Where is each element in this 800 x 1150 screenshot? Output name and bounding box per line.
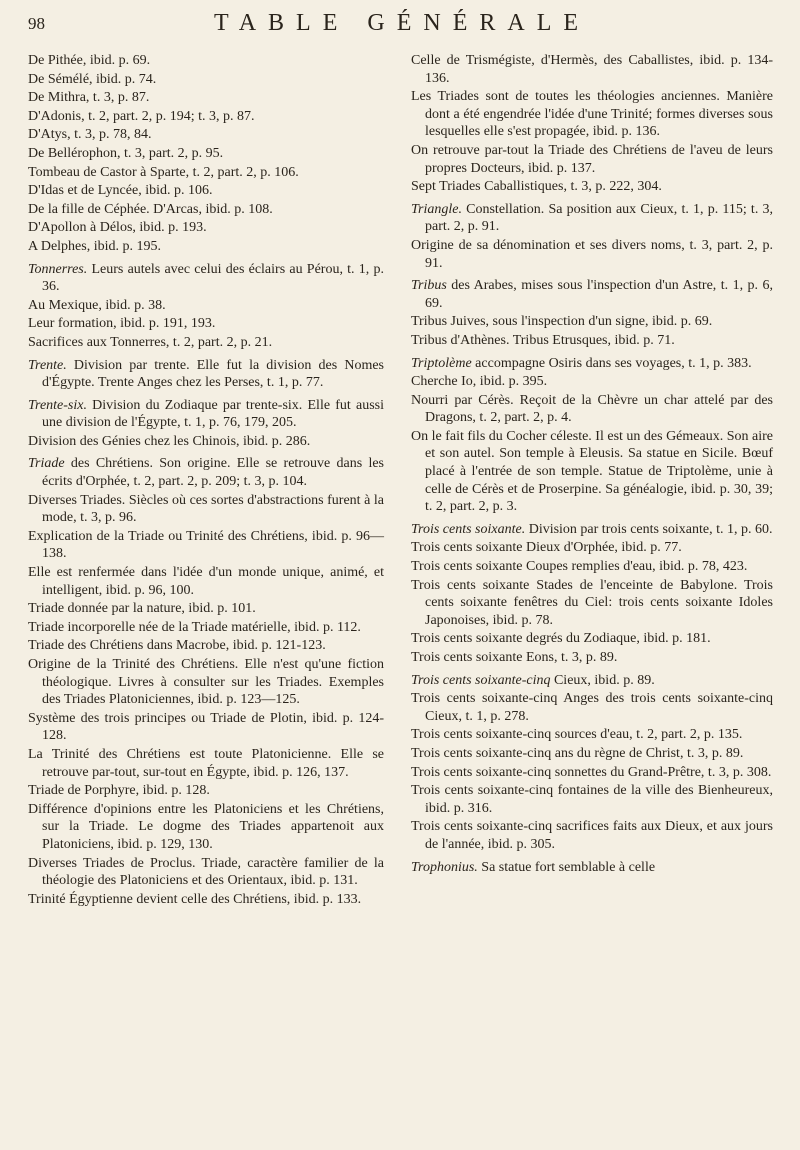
entry-text: A Delphes, ibid. p. 195.	[28, 238, 161, 254]
entry-text: Triade incorporelle née de la Triade matérielle, ibid. p. 112.	[28, 619, 361, 635]
entry-text: D'Apollon à Délos, ibid. p. 193.	[28, 220, 207, 236]
index-entry	[411, 577, 773, 630]
entry-text: Triade donnée par la nature, ibid. p. 101.	[28, 601, 256, 617]
entry-headword: Trente.	[28, 357, 67, 373]
index-entry	[28, 492, 384, 527]
index-entry	[28, 564, 384, 599]
index-entry	[411, 630, 773, 648]
index-entry	[28, 315, 384, 333]
index-entry	[28, 600, 384, 618]
entry-text: Les Triades sont de toutes les théologies anciennes. Manière dont a été engendrée l'idée d'une Trinité; formes diverses sous lesquelles elle s'est propagée, ibid. p. 136.	[411, 89, 773, 140]
index-entry	[411, 539, 773, 557]
entry-headword: Trois cents soixante-cinq	[411, 672, 551, 688]
index-entry	[411, 88, 773, 141]
entry-text: Origine de sa dénomination et ses divers noms, t. 3, part. 2, p. 91.	[411, 237, 773, 271]
entry-text: La Trinité des Chrétiens est toute Platonicienne. Elle se retrouve par-tout, sur-tout en Égypte, ibid. p. 126, 137.	[28, 746, 384, 780]
index-entry	[411, 392, 773, 427]
entry-text: Constellation. Sa position aux Cieux, t. 1, p. 115; t. 3, part. 2, p. 91.	[425, 201, 773, 235]
index-entry	[28, 52, 384, 70]
entry-text: Division par trois cents soixante, t. 1, p. 60.	[525, 521, 773, 537]
entry-text: Division des Génies chez les Chinois, ibid. p. 286.	[28, 433, 311, 449]
index-entry	[28, 89, 384, 107]
index-entry	[28, 164, 384, 182]
entry-headword: Trois cents soixante.	[411, 521, 526, 537]
entry-text: des Arabes, mises sous l'inspection d'un Astre, t. 1, p. 6, 69.	[425, 278, 773, 311]
index-entry	[28, 397, 384, 432]
entry-headword: Trente-six.	[28, 397, 87, 413]
entry-text: De la fille de Céphée. D'Arcas, ibid. p. 108.	[28, 201, 273, 217]
entry-text: Triade des Chrétiens dans Macrobe, ibid. p. 121-123.	[28, 638, 326, 654]
index-entry	[28, 855, 384, 890]
entry-headword: Trophonius.	[411, 859, 478, 875]
entry-text: Leurs autels avec celui des éclairs au Pérou, t. 1, p. 36.	[42, 261, 384, 295]
index-entry	[411, 672, 773, 690]
entry-text: Division par trente. Elle fut la division des Nomes d'Égypte. Trente Anges chez les Perses, t. 1, p. 77.	[42, 357, 384, 391]
entry-text: Trois cents soixante Coupes remplies d'eau, ibid. p. 78, 423.	[411, 559, 748, 575]
index-entry	[411, 690, 773, 725]
entry-text: Cherche Io, ibid. p. 395.	[411, 374, 548, 390]
index-entry	[411, 558, 773, 576]
index-entry	[411, 52, 773, 87]
index-entry	[28, 126, 384, 144]
running-title: TABLE GÉNÉRALE	[213, 10, 591, 36]
entry-text: Trois cents soixante Dieux d'Orphée, ibid. p. 77.	[411, 540, 682, 556]
index-entry	[411, 764, 773, 782]
entry-text: des Chrétiens. Son origine. Elle se retrouve dans les écrits d'Orphée, t. 2, part. 2, p. 209; t. 3, p. 104.	[42, 456, 384, 490]
entry-text: Sept Triades Caballistiques, t. 3, p. 222, 304.	[411, 179, 662, 195]
index-entry	[411, 142, 773, 177]
index-entry	[28, 619, 384, 637]
entry-headword: Tonnerres.	[28, 261, 88, 277]
entry-text: Système des trois principes ou Triade de Plotin, ibid. p. 124-128.	[28, 710, 384, 744]
entry-text: D'Idas et de Lyncée, ibid. p. 106.	[28, 183, 213, 199]
entry-text: Trois cents soixante-cinq sonnettes du Grand-Prêtre, t. 3, p. 308.	[411, 764, 772, 780]
index-entry	[411, 332, 773, 350]
entry-text: Division du Zodiaque par trente-six. Elle fut aussi une division de l'Égypte, t. 1, p. 76, 179, 205.	[42, 397, 384, 431]
index-entry	[411, 859, 773, 877]
index-entry	[411, 313, 773, 331]
entry-text: Trois cents soixante-cinq sacrifices faits aux Dieux, et aux jours de l'année, ibid. p. 305.	[411, 819, 773, 852]
left-column	[28, 52, 384, 909]
entry-text: Tribus d'Athènes. Tribus Etrusques, ibid. p. 71.	[411, 332, 675, 348]
entry-text: Trinité Égyptienne devient celle des Chrétiens, ibid. p. 133.	[28, 891, 362, 907]
entry-text: D'Adonis, t. 2, part. 2, p. 194; t. 3, p. 87.	[28, 108, 255, 124]
entry-text: Sa statue fort semblable à celle	[477, 859, 656, 875]
entry-text: On le fait fils du Cocher céleste. Il est un des Gémeaux. Son aire et son autel. Son temple à Eleusis. Sa statue en Sicile. Bœuf placé à l'entrée de son temple. Statue de Triptolème, unie à celle de Cérès et de Proserpine. Sa généalogie, ibid. p. 30, 39; t. 2, part. 2, p. 3.	[411, 428, 773, 515]
index-entry	[28, 710, 384, 745]
index-entry	[411, 521, 773, 539]
index-entry	[28, 357, 384, 392]
index-entry	[28, 261, 384, 296]
index-entry	[28, 297, 384, 315]
entry-text: accompagne Osiris dans ses voyages, t. 1, p. 383.	[471, 355, 752, 371]
entry-text: De Bellérophon, t. 3, part. 2, p. 95.	[28, 145, 224, 161]
index-entry	[411, 818, 773, 853]
entry-text: Tombeau de Castor à Sparte, t. 2, part. 2, p. 106.	[28, 164, 299, 180]
index-entry	[411, 355, 773, 373]
index-entry	[28, 746, 384, 781]
entry-headword: Tribus	[411, 278, 447, 294]
entry-text: Trois cents soixante-cinq sources d'eau, t. 2, part. 2, p. 135.	[411, 727, 743, 743]
entry-text: D'Atys, t. 3, p. 78, 84.	[28, 127, 152, 143]
index-entry	[411, 428, 773, 516]
index-entry	[28, 71, 384, 89]
entry-text: Trois cents soixante Stades de l'enceinte de Babylone. Trois cents soixante fenêtres du Ciel: trois cents soixante Idoles Japonoises, ibid. p. 78.	[411, 577, 773, 628]
entry-text: De Mithra, t. 3, p. 87.	[28, 90, 150, 106]
entry-text: On retrouve par-tout la Triade des Chrétiens de l'aveu de leurs propres Docteurs, ibid. p. 137.	[411, 142, 773, 176]
index-entry	[28, 637, 384, 655]
entry-text: Leur formation, ibid. p. 191, 193.	[28, 316, 216, 332]
index-entry	[411, 745, 773, 763]
index-entry	[28, 201, 384, 219]
entry-text: Explication de la Triade ou Trinité des Chrétiens, ibid. p. 96—138.	[28, 528, 384, 562]
index-entry	[28, 455, 384, 490]
index-entry	[28, 656, 384, 709]
index-entry	[28, 182, 384, 200]
index-entry	[411, 277, 773, 312]
entry-text: Différence d'opinions entre les Platoniciens et les Chrétiens, sur la Triade. Le dogme des Triades appartenoit aux Platoniciens, ibid. p. 129, 130.	[28, 801, 384, 852]
entry-text: Sacrifices aux Tonnerres, t. 2, part. 2, p. 21.	[28, 334, 273, 350]
index-entry	[411, 782, 773, 817]
entry-text: De Pithée, ibid. p. 69.	[28, 53, 151, 68]
index-entry	[411, 201, 773, 236]
index-entry	[28, 238, 384, 256]
entry-text: Au Mexique, ibid. p. 38.	[28, 297, 166, 313]
page-number: 98	[28, 14, 45, 33]
entry-text: Triade de Porphyre, ibid. p. 128.	[28, 783, 210, 799]
entry-text: Trois cents soixante degrés du Zodiaque, ibid. p. 181.	[411, 631, 711, 647]
index-entry	[28, 782, 384, 800]
index-entry	[28, 433, 384, 451]
index-entry	[411, 649, 773, 667]
entry-headword: Triade	[28, 456, 65, 472]
entry-text: Origine de la Trinité des Chrétiens. Elle n'est qu'une fiction théologique. Livres à consulter sur les Triades. Exemples des Triades Platoniciennes, ibid. p. 123—125.	[28, 657, 384, 708]
index-entry	[411, 373, 773, 391]
index-entry	[411, 726, 773, 744]
index-entry	[28, 801, 384, 854]
index-entry	[28, 219, 384, 237]
entry-text: Diverses Triades. Siècles où ces sortes d'abstractions furent à la mode, t. 3, p. 96.	[28, 492, 384, 526]
right-column	[411, 52, 773, 877]
entry-text: Tribus Juives, sous l'inspection d'un signe, ibid. p. 69.	[411, 314, 713, 330]
entry-text: De Sémélé, ibid. p. 74.	[28, 71, 157, 87]
entry-text: Elle est renfermée dans l'idée d'un monde unique, animé, et intelligent, ibid. p. 96, 100.	[28, 565, 384, 598]
index-entry	[411, 237, 773, 272]
entry-text: Trois cents soixante-cinq fontaines de la ville des Bienheureux, ibid. p. 316.	[411, 783, 773, 816]
entry-text: Trois cents soixante-cinq Anges des trois cents soixante-cinq Cieux, t. 1, p. 278.	[411, 691, 773, 724]
index-entry	[28, 334, 384, 352]
entry-text: Celle de Trismégiste, d'Hermès, des Caballistes, ibid. p. 134-136.	[411, 53, 773, 86]
index-entry	[28, 528, 384, 563]
entry-text: Trois cents soixante-cinq ans du règne de Christ, t. 3, p. 89.	[411, 745, 744, 761]
index-entry	[411, 178, 773, 196]
entry-text: Trois cents soixante Eons, t. 3, p. 89.	[411, 650, 618, 665]
index-entry	[28, 891, 384, 909]
entry-headword: Triangle.	[411, 201, 462, 217]
entry-headword: Triptolème	[411, 355, 472, 371]
entry-text: Diverses Triades de Proclus. Triade, caractère familier de la théologie des Platoniciens et des Orientaux, ibid. p. 131.	[28, 855, 384, 889]
entry-text: Cieux, ibid. p. 89.	[550, 672, 655, 688]
index-entry	[28, 108, 384, 126]
entry-text: Nourri par Cérès. Reçoit de la Chèvre un char attelé par des Dragons, t. 2, part. 2, p. 4.	[411, 392, 773, 426]
index-entry	[28, 145, 384, 163]
